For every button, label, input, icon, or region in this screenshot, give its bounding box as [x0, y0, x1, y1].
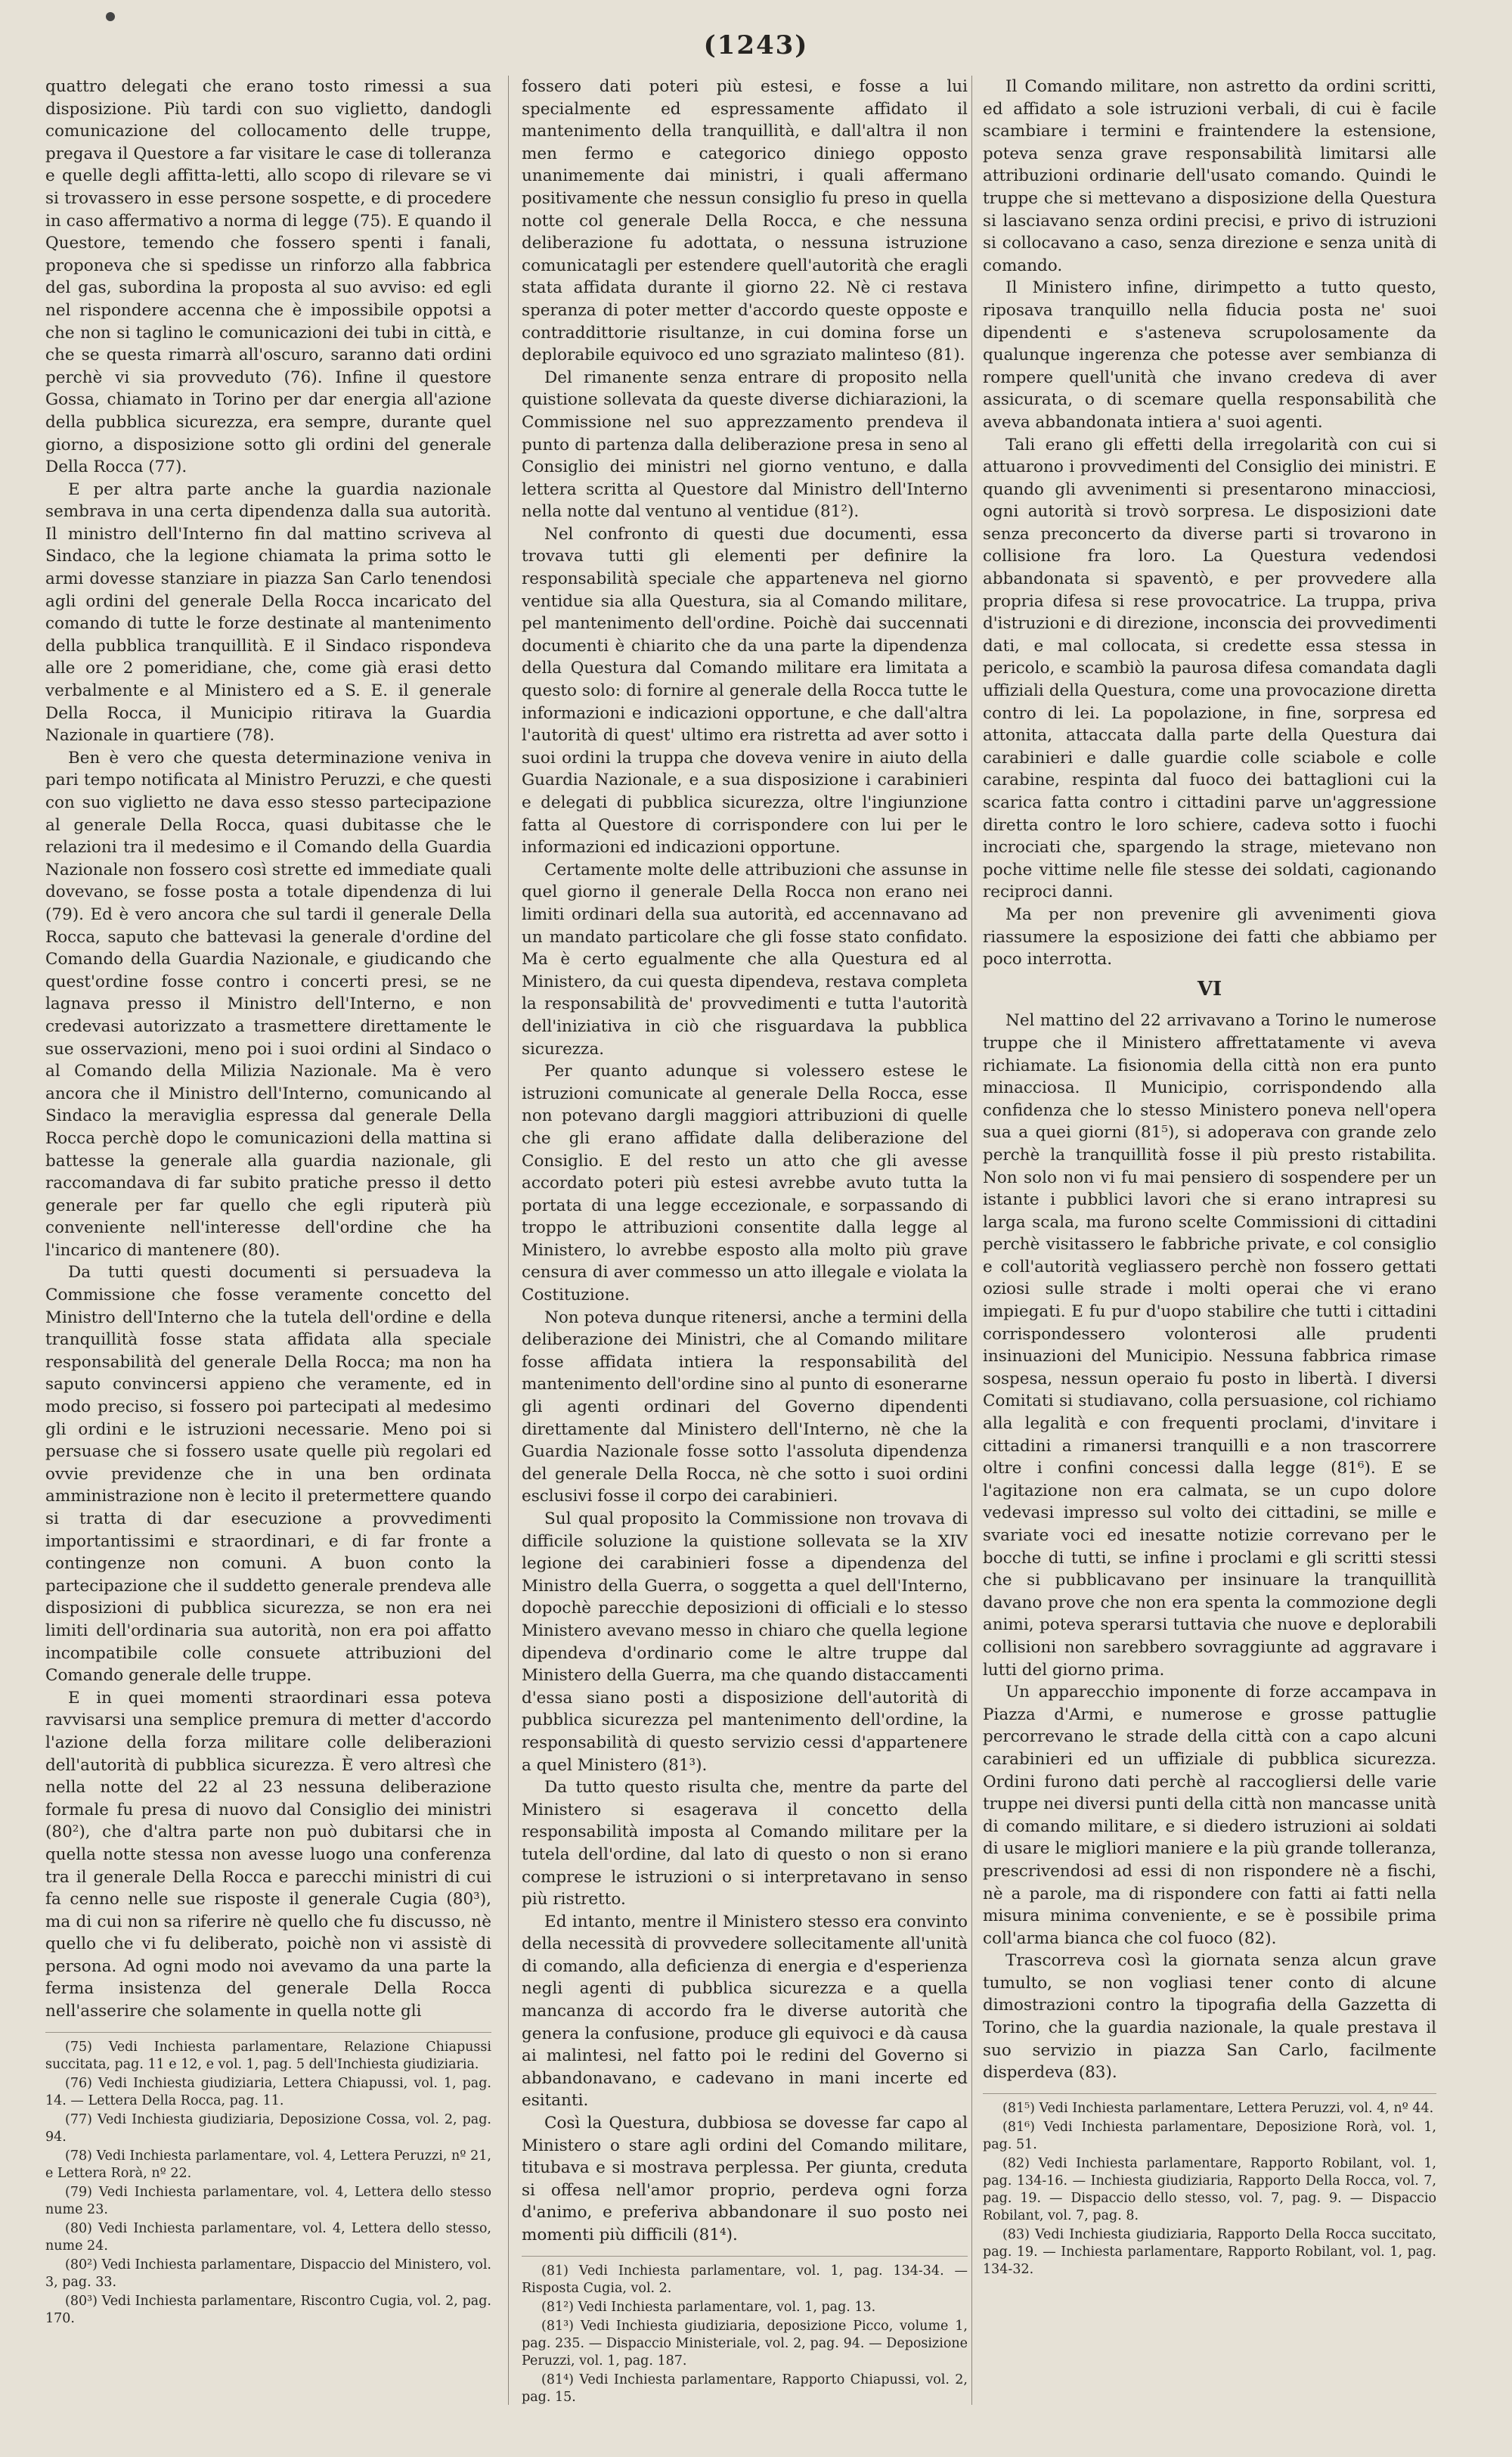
footnote: (81⁶) Vedi Inchiesta parlamentare, Deposizione Rorà, vol. 1, pag. 51. [983, 2119, 1436, 2152]
footnotes [45, 2032, 491, 2328]
paragraph: Nel confronto di questi due documenti, essa trovava tutti gli elementi per definire la responsabilità speciale che apparteneva nel giorno ventidue sia alla Questura, sia al Comando militare, pel mantenimento dell'ordine. Poichè dai succennati documenti è chiarito che da una parte la dipendenza della Questura dal Comando militare era limitata a questo solo: di fornire al generale della Rocca tutte le informazioni e indicazioni opportune, e che dall'altra l'autorità di quest' ultimo era ristretta ad aver sotto i suoi ordini la truppa che doveva venire in aiuto della Guardia Nazionale, e a sua disposizione i carabinieri e delegati di pubblica sicurezza, oltre l'ingiunzione fatta al Questore di corrispondere con lui per le informazioni ed indicazioni opportune. [522, 524, 968, 858]
paragraph: Del rimanente senza entrare di proposito nella quistione sollevata da queste diverse dichiarazioni, la Commissione nel suo apprezzamento prendeva il punto di partenza dalla deliberazione presa in seno al Consiglio dei ministri nel giorno ventuno, e dalla lettera scritta al Questore dal Ministro dell'Interno nella notte dal ventuno al ventidue (81²). [522, 368, 968, 522]
column-1 [45, 76, 491, 2428]
paragraph: quattro delegati che erano tosto rimessi a sua disposizione. Più tardi con suo viglietto, dandogli comunicazione del collocamento delle truppe, pregava il Questore a far visitare le case di tolleranza e quelle degli affitta-letti, allo scopo di rilevare se vi si trovassero in esse persone sospette, e di procedere in caso affermativo a norma di legge (75). E quando il Questore, temendo che fossero spenti i fanali, proponeva che si spedisse un rinforzo alla fabbrica del gas, subordina la proposta al suo avviso: ed egli nel rispondere accenna che è impossibile oppotsi a che non si taglino le comunicazioni dei tubi in città, e che se questa rimarrà all'oscuro, saranno dati ordini perchè vi sia provveduto (76). Infine il questore Gossa, chiamato in Torino per dar energia all'azione della pubblica sicurezza, era sempre, durante quel giorno, a disposizione sotto gli ordini del generale Della Rocca (77). [45, 77, 491, 477]
footnote: (83) Vedi Inchiesta giudiziaria, Rapporto Della Rocca succitato, pag. 19. — Inchiesta parlamentare, Rapporto Robilant, vol. 1, pag. 134-32. [983, 2226, 1436, 2277]
page-number: (1243) [703, 30, 809, 60]
paragraph: Ben è vero che questa determinazione veniva in pari tempo notificata al Ministro Peruzzi, e che questi con suo viglietto ne dava esso stesso partecipazione al generale Della Rocca, quasi dubitasse che le relazioni tra il medesimo e il Comando della Guardia Nazionale non fossero così strette ed immediate quali dovevano, se fosse posta a totale dipendenza di lui (79). Ed è vero ancora che sul tardi il generale Della Rocca, saputo che battevasi la generale d'ordine del Comando della Guardia Nazionale, e giudicando che quest'ordine fosse contro i concerti presi, se ne lagnava presso il Ministro dell'Interno, e non credevasi autorizzato a trasmettere direttamente le sue osservazioni, meno poi i suoi ordini al Sindaco o al Comando della Milizia Nazionale. Ma è vero ancora che il Ministro dell'Interno, comunicando al Sindaco la meraviglia espressa dal generale Della Rocca perchè dopo le comunicazioni della mattina si battesse la generale alla guardia nazionale, gli raccomandava di far subito pratiche presso il detto generale per far quello che egli riputerà più conveniente nell'interesse dell'ordine che ha l'incarico di mantenere (80). [45, 748, 491, 1260]
footnote: (77) Vedi Inchiesta giudiziaria, Deposizione Cossa, vol. 2, pag. 94. [45, 2111, 491, 2145]
footnote: (80²) Vedi Inchiesta parlamentare, Dispaccio del Ministero, vol. 3, pag. 33. [45, 2257, 491, 2290]
paragraph: Il Ministero infine, dirimpetto a tutto questo, riposava tranquillo nella fiducia posta ne' suoi dipendenti e s'asteneva scrupolosamente da qualunque ingerenza che potesse aver sembianza di rompere quell'unità che invano credeva di aver assicurata, o di scemare quella responsabilità che aveva abbandonata intiera a' suoi agenti. [983, 278, 1436, 432]
footnote: (81⁵) Vedi Inchiesta parlamentare, Lettera Peruzzi, vol. 4, nº 44. [1002, 2100, 1434, 2116]
paragraph: Tali erano gli effetti della irregolarità con cui si attuarono i provvedimenti del Consiglio dei ministri. E quando gli avvenimenti si presentarono minacciosi, ogni autorità si trovò sorpresa. Le disposizioni date senza preconcerto da diverse parti si trovarono in collisione fra loro. La Questura vedendosi abbandonata si spaventò, e per provvedere alla propria difesa si rese provocatrice. La truppa, priva d'istruzioni e di direzione, inconscia dei provvedimenti dati, e mal collocata, si credette essa stessa in pericolo, e scambiò la paurosa difesa comandata dagli uffiziali della Questura, come una provocazione diretta contro di lei. La popolazione, in fine, sorpresa ed attonita, attaccata dalla parte della Questura dai carabinieri e dalle guardie colle sciabole e colle carabine, respinta dal fuoco dei battaglioni cui la scarica fatta contro i cittadini parve un'aggressione diretta contro le loro schiere, cadeva sotto i fuochi incrociati che, spargendo la strage, mietevano non poche vittime nelle file stesse dei soldati, cagionando reciproci danni. [983, 435, 1436, 902]
paragraph: Trascorreva così la giornata senza alcun grave tumulto, se non vogliasi tener conto di alcune dimostrazioni contro la tipografia della Gazzetta di Torino, che la guardia nazionale, la quale prestava il suo servizio in piazza San Carlo, facilmente disperdeva (83). [983, 1951, 1436, 2083]
section-heading: VI [1197, 977, 1222, 1000]
paragraph: Ma per non prevenire gli avvenimenti giova riassumere la esposizione dei fatti che abbiamo per poco interrotta. [983, 904, 1436, 969]
paragraph: E per altra parte anche la guardia nazionale sembrava in una certa dipendenza dalla sua autorità. Il ministro dell'Interno fin dal mattino scriveva al Sindaco, che la legione chiamata la prima sotto le armi dovesse stanziare in piazza San Carlo tenendosi agli ordini del generale Della Rocca incaricato del comando di tutte le forze destinate al mantenimento della pubblica tranquillità. E il Sindaco rispondeva alle ore 2 pomeridiane, che, come già erasi detto verbalmente e al Ministero ed a S. E. il generale Della Rocca, il Municipio ritirava la Guardia Nazionale in quartiere (78). [45, 479, 491, 746]
paragraph: E in quei momenti straordinari essa poteva ravvisarsi una semplice premura di metter d'accordo l'azione della forza militare colle deliberazioni dell'autorità di pubblica sicurezza. È vero altresì che nella notte del 22 al 23 nessuna deliberazione formale fu presa di nuovo dal Consiglio dei ministri (80²), che d'altra parte non può dubitarsi che in quella notte stessa non avesse luogo una conferenza tra il generale Della Rocca e parecchi ministri di cui fa cenno nelle sue risposte il generale Cugia (80³), ma di cui non sa riferire nè quello che fu discusso, nè quello che vi fu deliberato, poichè non vi assistè di persona. Ad ogni modo noi avevamo da una parte la ferma insistenza del generale Della Rocca nell'asserire che solamente in quella notte gli [45, 1688, 491, 2021]
footnotes [983, 2093, 1436, 2279]
paragraph: Il Comando militare, non astretto da ordini scritti, ed affidato a sole istruzioni verbali, di cui è facile scambiare i termini e fraintendere la estensione, poteva senza grave responsabilità limitarsi alle attribuzioni ordinarie dell'usato comando. Quindi le truppe che si mettevano a disposizione della Questura si lasciavano senza ordini precisi, e privo di istruzioni si collocavano a caso, senza direzione e senza unità di comando. [983, 77, 1436, 275]
footnote: (81⁴) Vedi Inchiesta parlamentare, Rapporto Chiapussi, vol. 2, pag. 15. [522, 2372, 968, 2405]
footnote: (80³) Vedi Inchiesta parlamentare, Riscontro Cugia, vol. 2, pag. 170. [45, 2293, 491, 2326]
paragraph: Così la Questura, dubbiosa se dovesse far capo al Ministero o stare agli ordini del Comando militare, titubava e si mostrava perplessa. Per giunta, creduta si offesa nell'amor proprio, perdeva ogni forza d'animo, e preferiva abbandonare il suo posto nei momenti più difficili (81⁴). [522, 2114, 968, 2244]
paragraph: Per quanto adunque si volessero estese le istruzioni comunicate al generale Della Rocca, esse non potevano dargli maggiori attribuzioni di quelle che gli erano affidate dalla deliberazione del Consiglio. E del resto un atto che gli avesse accordato poteri più estesi avrebbe avuto tutta la portata di una legge eccezionale, e sorpassando di troppo le attribuzioni consentite dalla legge al Ministero, lo avrebbe esposto alla molto più grave censura di aver commesso un atto illegale e violata la Costituzione. [522, 1062, 968, 1305]
footnote: (79) Vedi Inchiesta parlamentare, vol. 4, Lettera dello stesso nume 23. [45, 2184, 491, 2217]
footnote: (81) Vedi Inchiesta parlamentare, vol. 1, pag. 134-34. — Risposta Cugia, vol. 2. [522, 2263, 968, 2296]
paragraph: Un apparecchio imponente di forze accampava in Piazza d'Armi, e numerose e grosse pattuglie percorrevano le strade della città con a capo alcuni carabinieri ed un uffiziale di pubblica sicurezza. Ordini furono dati perchè al raccogliersi delle varie truppe nei diversi punti della città non mancasse unità di comando militare, e si diedero istruzioni ai soldati di usare le migliori maniere e la più grande tolleranza, prescrivendosi ad essi di non rispondere nè a fischi, nè a parole, ma di rispondere con fatti ai fatti nella misura minima conveniente, e se è possibile prima coll'arma bianca che col fuoco (82). [983, 1683, 1436, 1948]
paragraph: Da tutto questo risulta che, mentre da parte del Ministero si esagerava il concetto della responsabilità imposta al Comando militare per la tutela dell'ordine, dal lato di questo o non si erano comprese le istruzioni o si interpretavano in senso più ristretto. [522, 1778, 968, 1909]
column-divider [508, 76, 509, 2405]
ink-spot [106, 12, 115, 21]
paragraph: Da tutti questi documenti si persuadeva la Commissione che fosse veramente concetto del Ministro dell'Interno che la tutela dell'ordine e della tranquillità fosse stata affidata alla speciale responsabilità del generale Della Rocca; ma non ha saputo convincersi appieno che veramente, ed in modo preciso, si fossero poi partecipati al medesimo gli ordini e le istruzioni necessarie. Meno poi si persuase che si fossero usate quelle più regolari ed ovvie previdenze che in una ben ordinata amministrazione non è lecito il pretermettere quando si tratta di dar esecuzione a provvedimenti importantissimi e straordinari, e di far fronte a contingenze non comuni. A buon conto la partecipazione che il suddetto generale prendeva alle disposizioni di pubblica sicurezza, se non era nei limiti dell'ordinaria sua autorità, non era poi affatto incompatibile colle consuete attribuzioni del Comando generale delle truppe. [45, 1263, 491, 1686]
paragraph: Sul qual proposito la Commissione non trovava di difficile soluzione la quistione sollevata se la XIV legione dei carabinieri fosse a dipendenza del Ministro della Guerra, o soggetta a quel dell'Interno, dopochè parecchie deposizioni di officiali e lo stesso Ministero avevano messo in chiaro che quella legione dipendeva d'ordinario come le altre truppe dal Ministero della Guerra, ma che quando distaccamenti d'essa siano posti a disposizione dell'autorità di pubblica sicurezza pel mantenimento dell'ordine, la responsabilità di questo servizio cessi d'appartenere a quel Ministero (81³). [522, 1509, 968, 1775]
footnote: (82) Vedi Inchiesta parlamentare, Rapporto Robilant, vol. 1, pag. 134-16. — Inchiesta giudiziaria, Rapporto Della Rocca, vol. 7, pag. 19. — Dispaccio dello stesso, vol. 7, pag. 9. — Dispaccio Robilant, vol. 7, pag. 8. [983, 2155, 1436, 2223]
footnote: (80) Vedi Inchiesta parlamentare, vol. 4, Lettera dello stesso, nume 24. [45, 2220, 491, 2254]
column-3 [983, 76, 1436, 2428]
paragraph: Nel mattino del 22 arrivavano a Torino le numerose truppe che il Ministero affrettatamente vi aveva richiamate. La fisionomia della città non era punto minacciosa. Il Municipio, corrispondendo alla confidenza che lo stesso Ministero poneva nell'opera sua a quei giorni (81⁵), si adoperava con grande zelo perchè la tranquillità fosse il più presto ristabilita. Non solo non vi fu mai pensiero di sospendere per un istante i pubblici lavori che si erano intrapresi su larga scala, ma furono scelte Commissioni di cittadini perchè visitassero le fabbriche private, e col consiglio e coll'autorità vegliassero perchè non fossero gettati oziosi sulle strade i molti operai che vi erano impiegati. E fu pur d'uopo stabilire che tutti i cittadini corrispondessero volonterosi alle prudenti insinuazioni del Municipio. Nessuna fabbrica rimase sospesa, nessun operaio fu posto in libertà. I diversi Comitati si studiavano, colla persuasione, col richiamo alla legalità e con frequenti proclami, d'invitare i cittadini a rimanersi tranquilli e a non trascorrere oltre i confini concessi dalla legge (81⁶). E se l'agitazione non era calmata, se un cupo dolore vedevasi impresso sul volto dei cittadini, se mille e svariate voci ed inesatte notizie correvano per le bocche di tutti, se infine i proclami e gli scritti stessi che si pubblicavano per insinuare la tranquillità davano prove che non era spenta la commozione degli animi, poteva sperarsi tuttavia che nuove e deplorabili collisioni non sarebbero sovraggiunte ad aggravare i lutti del giorno prima. [983, 1011, 1436, 1680]
footnote: (75) Vedi Inchiesta parlamentare, Relazione Chiapussi succitata, pag. 11 e 12, e vol. 1, pag. 5 dell'Inchiesta giudiziaria. [45, 2039, 491, 2072]
paragraph: fossero dati poteri più estesi, e fosse a lui specialmente ed espressamente affidato il mantenimento della tranquillità, e dall'altra il non men fermo e categorico diniego opposto unanimemente dai ministri, i quali affermano positivamente che nessun consiglio fu preso in quella notte col generale Della Rocca, e che nessuna deliberazione fu adottata, o nessuna istruzione comunicatagli per estendere quell'autorità che eragli stata affidata durante il giorno 22. Nè ci restava speranza di poter metter d'accordo queste opposte e contraddittorie risultanze, in cui domina forse un deplorabile equivoco ed uno sgraziato malinteso (81). [522, 77, 968, 365]
paragraph: Ed intanto, mentre il Ministero stesso era convinto della necessità di provvedere sollecitamente all'unità di comando, alla deficienza di energia e d'esperienza negli agenti di pubblica sicurezza e a quella mancanza di accordo fra le diverse autorità che genera la confusione, produce gli equivoci e dà causa ai malintesi, nel fatto poi le redini del Governo si abbandonavano, e cadevano in mani incerte ed esitanti. [522, 1912, 968, 2111]
paragraph: Non poteva dunque ritenersi, anche a termini della deliberazione dei Ministri, che al Comando militare fosse affidata intiera la responsabilità del mantenimento dell'ordine sino al punto di esonerarne gli agenti ordinari del Governo dipendenti direttamente dal Ministero dell'Interno, nè che la Guardia Nazionale fosse sotto l'assoluta dipendenza del generale Della Rocca, nè che sotto i suoi ordini esclusivi fosse il corpo dei carabinieri. [522, 1308, 968, 1506]
footnote: (78) Vedi Inchiesta parlamentare, vol. 4, Lettera Peruzzi, nº 21, e Lettera Rorà, nº 22. [45, 2148, 491, 2181]
footnote: (76) Vedi Inchiesta giudiziaria, Lettera Chiapussi, vol. 1, pag. 14. — Lettera Della Rocca, pag. 11. [45, 2075, 491, 2108]
footnote: (81³) Vedi Inchiesta giudiziaria, deposizione Picco, volume 1, pag. 235. — Dispaccio Ministeriale, vol. 2, pag. 94. — Deposizione Peruzzi, vol. 1, pag. 187. [522, 2318, 968, 2369]
column-2 [522, 76, 968, 2428]
footnote: (81²) Vedi Inchiesta parlamentare, vol. 1, pag. 13. [541, 2299, 876, 2315]
paragraph: Certamente molte delle attribuzioni che assunse in quel giorno il generale Della Rocca non erano nei limiti ordinari della sua autorità, ed accennavano ad un mandato particolare che gli fosse stato confidato. Ma è certo egualmente che alla Questura ed al Ministero, da cui questa dipendeva, restava completa la responsabilità de' provvedimenti e tutta l'autorità dell'iniziativa in ciò che risguardava la pubblica sicurezza. [522, 860, 968, 1059]
column-divider [971, 76, 972, 2405]
footnotes [522, 2256, 968, 2406]
